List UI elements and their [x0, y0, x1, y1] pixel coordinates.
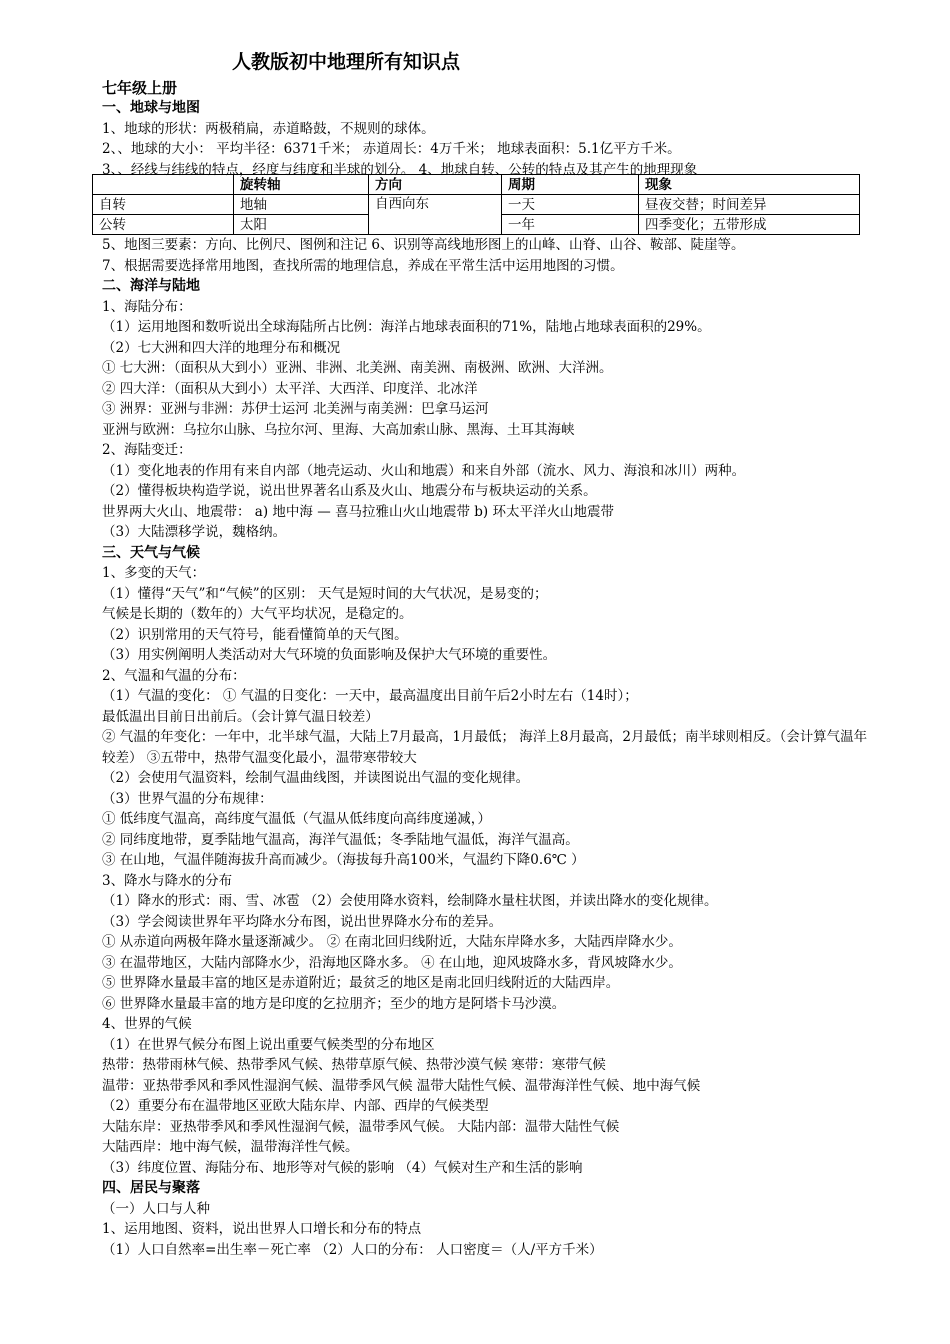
section-lines: [102, 563, 877, 727]
table-cell: 公转: [93, 215, 234, 235]
text-line: 气候是长期的（数年的）大气平均状况，是稳定的。: [102, 606, 413, 622]
text-line: 温带：亚热带季风和季风性湿润气候、温带季风气候 温带大陆性气候、温带海洋性气候、地中海气候: [102, 1077, 701, 1094]
text-line: ③ 洲界：亚洲与非洲：苏伊士运河 北美洲与南美洲：巴拿马运河: [102, 401, 489, 417]
text-line: （2）重要分布在温带地区亚欧大陆东岸、内部、西岸的气候类型: [102, 1098, 489, 1114]
text-line: （2）会使用气温资料，绘制气温曲线图，并读图说出气温的变化规律。: [102, 770, 530, 786]
page-title: 人教版初中地理所有知识点: [232, 51, 461, 73]
text-line: ③ 在山地，气温伴随海拔升高而减少。（海拔每升高100米，气温约下降0.6℃ ）: [102, 852, 585, 868]
text-line: （1）懂得“天气”和“气候”的区别： 天气是短时间的大气状况，是易变的；: [102, 585, 548, 602]
text-line: ① 低纬度气温高，高纬度气温低（气温从低纬度向高纬度递减，）: [102, 811, 492, 827]
table-cell: 自西向东: [369, 195, 502, 235]
text-line: （一）人口与人种: [102, 1200, 210, 1217]
text-line: 1、地球的形状：两极稍扁，赤道略鼓，不规则的球体。: [102, 120, 435, 137]
section-heading: 三、天气与气候: [102, 544, 200, 561]
text-line: 大陆西岸：地中海气候，温带海洋性气候。: [102, 1139, 359, 1155]
text-line: ⑤ 世界降水量最丰富的地区是赤道附近；最贫乏的地区是南北回归线附近的大陆西岸。: [102, 975, 620, 991]
text-line: 5、地图三要素：方向、比例尺、图例和注记 6、识别等高线地形图上的山峰、山脊、山谷、鞍部、陡崖等。: [102, 237, 745, 253]
table-header: [93, 175, 234, 195]
section-heading: 四、居民与聚落: [102, 1180, 200, 1196]
text-line: （1）人口自然率=出生率－死亡率 （2）人口的分布： 人口密度＝（人/平方千米）: [102, 1241, 603, 1258]
table-cell: 自转: [93, 195, 234, 215]
text-line: 热带：热带雨林气候、热带季风气候、热带草原气候、热带沙漠气候 寒带：寒带气候: [102, 1057, 606, 1073]
table-header: 周期: [502, 175, 639, 195]
text-line: （3）用实例阐明人类活动对大气环境的负面影响及保护大气环境的重要性。: [102, 647, 557, 663]
table-row: [93, 195, 860, 215]
table-header: 方向: [369, 175, 502, 195]
text-line: ① 七大洲：（面积从大到小）亚洲、非洲、北美洲、南美洲、南极洲、欧洲、大洋洲。: [102, 360, 613, 376]
document-page: [102, 50, 872, 180]
text-line: 2、海陆变迁：: [102, 442, 192, 458]
text-line: ② 四大洋：（面积从大到小）太平洋、大西洋、印度洋、北冰洋: [102, 380, 478, 397]
rotation-table: [92, 174, 860, 235]
text-line: 世界两大火山、地震带： a) 地中海 — 喜马拉雅山火山地震带 b) 环太平洋火山地震带: [102, 503, 614, 520]
text-line: （1）运用地图和数听说出全球海陆所占比例：海洋占地球表面积的71%，陆地占地球表面积的29%。: [102, 319, 711, 335]
text-line: 大陆东岸：亚热带季风和季风性湿润气候，温带季风气候。 大陆内部：温带大陆性气候: [102, 1118, 620, 1135]
text-line: 亚洲与欧洲：乌拉尔山脉、乌拉尔河、里海、大高加索山脉、黑海、土耳其海峡: [102, 421, 575, 438]
section-lines: [102, 481, 877, 543]
section-lines: [102, 297, 877, 461]
text-line: （1）气温的变化： ① 气温的日变化：一天中，最高温度出目前午后2小时左右（14时）；: [102, 688, 638, 704]
text-line: 1、运用地图、资料，说出世界人口增长和分布的特点: [102, 1221, 422, 1237]
table-cell: 昼夜交替；时间差异: [639, 195, 860, 215]
text-line: 7、根据需要选择常用地图，查找所需的地理信息，养成在平常生活中运用地图的习惯。: [102, 257, 624, 274]
text-line: （3）世界气温的分布规律：: [102, 790, 273, 807]
text-line: （1）变化地表的作用有来自内部（地壳运动、火山和地震）和来自外部（流水、风力、海浪和冰川）两种。: [102, 462, 746, 479]
section-lines: [102, 768, 877, 1178]
section-lines: [102, 1199, 877, 1261]
text-line: （1）降水的形式：雨、雪、冰雹 （2）会使用降水资料，绘制降水量柱状图，并读出降水的变化规律。: [102, 893, 718, 909]
text-line: （3）学会阅读世界年平均降水分布图，说出世界降水分布的差异。: [102, 913, 503, 930]
text-line: 2、气温和气温的分布：: [102, 667, 246, 684]
document-body: [102, 235, 877, 1260]
text-line: ② 气温的年变化：一年中，北半球气温，大陆上7月最高，1月最低； 海洋上8月最高，2月最低；南半球则相反。（会计算气温年较差） ③五带中，热带气温变化最小，温带寒带较大: [102, 729, 868, 766]
table-cell: 太阳: [234, 215, 369, 235]
text-line: （2）七大洲和四大洋的地理分布和概况: [102, 339, 341, 356]
table-cell: 地轴: [234, 195, 369, 215]
text-line: （1）在世界气候分布图上说出重要气候类型的分布地区: [102, 1036, 435, 1053]
section-heading: 二、海洋与陆地: [102, 278, 200, 294]
grade-heading: 七年级上册: [102, 79, 178, 97]
text-line: 3、、经线与纬线的特点，经度与纬度和半球的划分。 4、地球自转、公转的特点及其产生的地理现象: [102, 161, 698, 178]
text-line: ② 同纬度地带，夏季陆地气温高，海洋气温低；冬季陆地气温低，海洋气温高。: [102, 831, 579, 848]
text-line: ③ 在温带地区，大陆内部降水少，沿海地区降水多。 ④ 在山地，迎风坡降水多，背风坡降水少。: [102, 954, 682, 971]
text-line: （3）大陆漂移学说，魏格纳。: [102, 524, 287, 540]
text-line: 4、世界的气候: [102, 1016, 192, 1032]
text-line: 2、、地球的大小： 平均半径：6371千米； 赤道周长：4万千米； 地球表面积：5.1亿平方千米。: [102, 141, 681, 157]
text-line: （2）懂得板块构造学说，说出世界著名山系及火山、地震分布与板块运动的关系。: [102, 483, 597, 499]
table-header-row: [93, 175, 860, 195]
text-line: ① 从赤道向两极年降水量逐渐减少。 ② 在南北回归线附近，大陆东岸降水多，大陆西岸降水少。: [102, 934, 682, 950]
text-line: 3、降水与降水的分布: [102, 872, 233, 889]
text-line: （3）纬度位置、海陆分布、地形等对气候的影响 （4）气候对生产和生活的影响: [102, 1159, 583, 1176]
text-line: （2）识别常用的天气符号，能看懂简单的天气图。: [102, 626, 408, 643]
text-line: 1、海陆分布：: [102, 298, 192, 315]
section-heading: 一、地球与地图: [102, 100, 200, 116]
table-cell: 一天: [502, 195, 639, 215]
table-header: 旋转轴: [234, 175, 369, 195]
text-line: 1、多变的天气：: [102, 565, 206, 581]
text-line: 最低温出目前日出前后。（会计算气温日较差）: [102, 708, 379, 725]
table-cell: 四季变化；五带形成: [639, 215, 860, 235]
table-cell: 一年: [502, 215, 639, 235]
table-header: 现象: [639, 175, 860, 195]
text-line: ⑥ 世界降水量最丰富的地方是印度的乞拉朋齐；至少的地方是阿塔卡马沙漠。: [102, 995, 566, 1012]
